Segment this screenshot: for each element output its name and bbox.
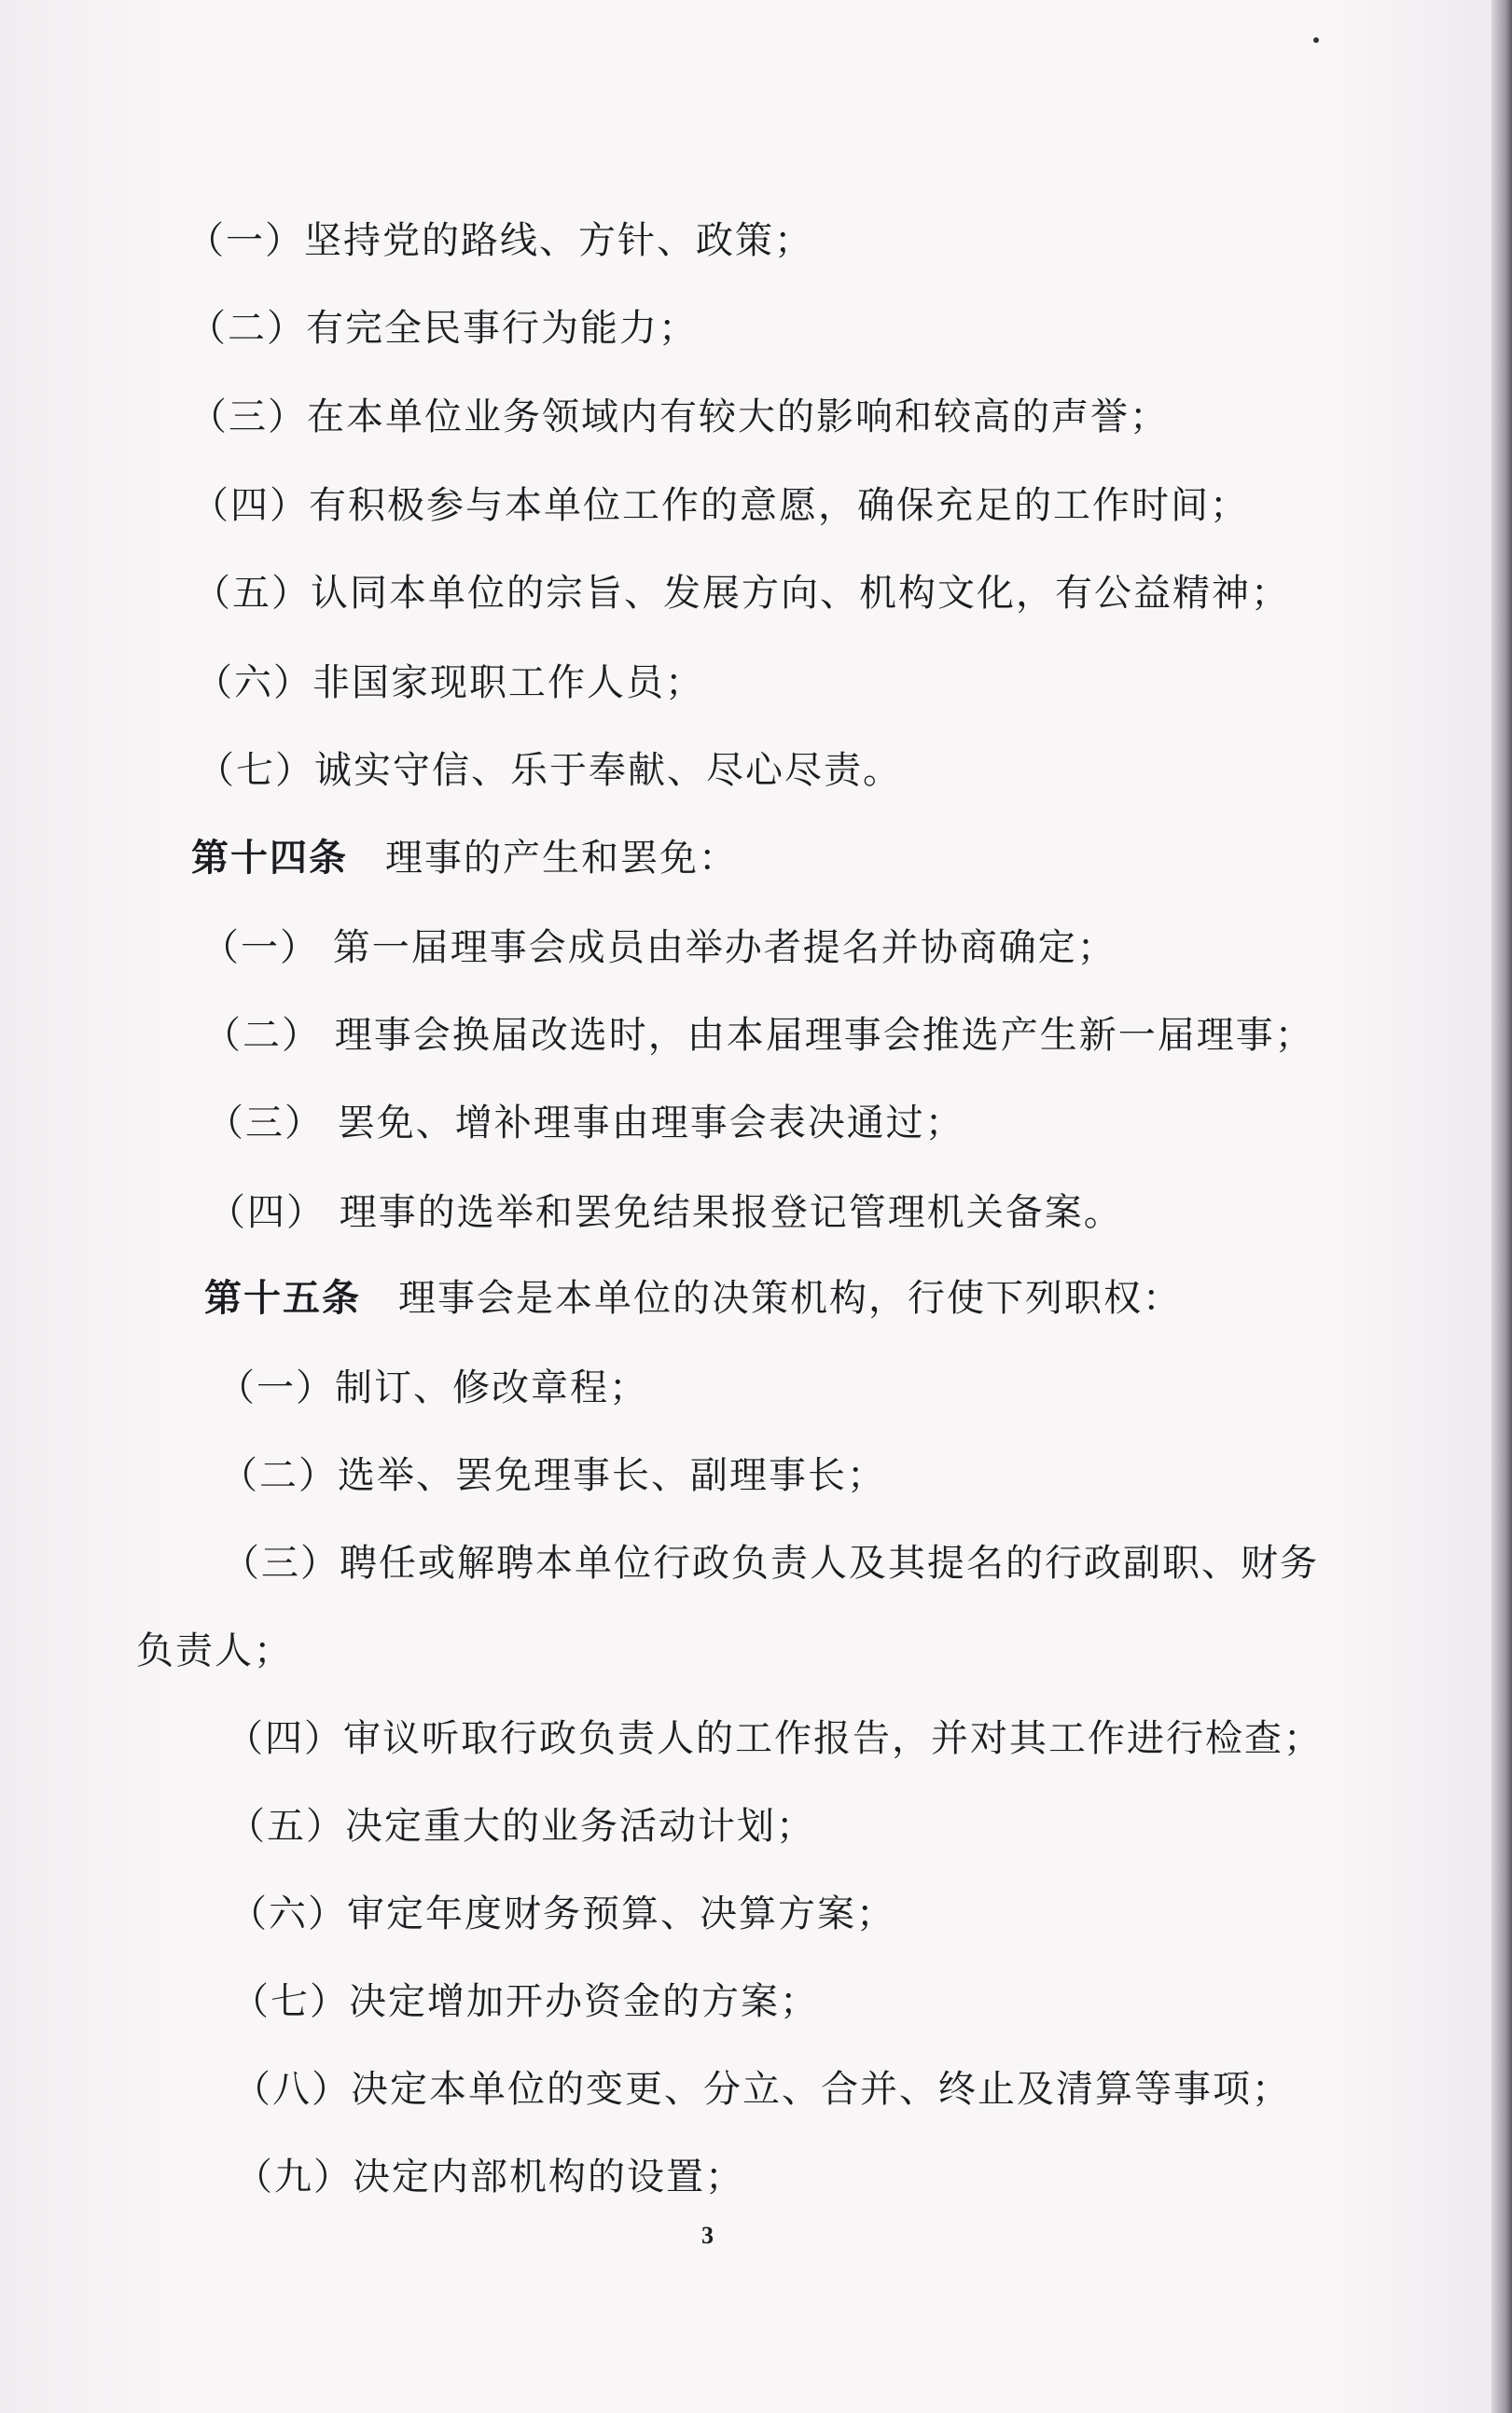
list-item: （五）认同本单位的宗旨、发展方向、机构文化，有公益精神； bbox=[193, 572, 1290, 615]
article-text: 理事会是本单位的决策机构，行使下列职权： bbox=[398, 1277, 1182, 1320]
list-item: （八）决定本单位的变更、分立、合并、终止及清算等事项； bbox=[233, 2068, 1291, 2111]
list-item-continuation: 负责人； bbox=[136, 1629, 293, 1672]
list-item: （三） 罢免、增补理事由理事会表决通过； bbox=[206, 1102, 964, 1144]
list-item: （三）在本单位业务领域内有较大的影响和较高的声誉； bbox=[189, 395, 1169, 438]
article-heading: 第十四条 bbox=[191, 836, 348, 880]
list-item: （七）诚实守信、乐于奉献、尽心尽责。 bbox=[197, 749, 902, 792]
article-text: 理事的产生和罢免： bbox=[385, 837, 738, 880]
list-item: （五）决定重大的业务活动计划； bbox=[228, 1805, 815, 1848]
list-item: （一）坚持党的路线、方针、政策； bbox=[187, 219, 813, 262]
list-item: （一） 第一届理事会成员由举办者提名并协商确定； bbox=[201, 926, 1117, 969]
list-item: （二） 理事会换届改选时，由本届理事会推选产生新一届理事； bbox=[203, 1014, 1314, 1057]
list-item: （四） 理事的选举和罢免结果报登记管理机关备案。 bbox=[208, 1191, 1123, 1234]
list-item: （二）有完全民事行为能力； bbox=[188, 307, 698, 350]
list-item: （六）非国家现职工作人员； bbox=[195, 661, 704, 704]
list-item: （二）选举、罢免理事长、副理事长； bbox=[220, 1454, 886, 1497]
page-number: 3 bbox=[701, 2222, 714, 2249]
list-item: （四）审议听取行政负责人的工作报告，并对其工作进行检查； bbox=[226, 1717, 1323, 1760]
list-item: （七）决定增加开办资金的方案； bbox=[231, 1980, 819, 2023]
list-item: （三）聘任或解聘本单位行政负责人及其提名的行政副职、财务 bbox=[222, 1542, 1319, 1585]
page-edge-shadow bbox=[1491, 0, 1512, 2413]
article-15 bbox=[204, 1276, 1182, 1321]
list-item: （一）制订、修改章程； bbox=[217, 1366, 648, 1409]
list-item: （九）决定内部机构的设置； bbox=[235, 2156, 744, 2198]
article-14 bbox=[191, 836, 738, 881]
list-item: （六）审定年度财务预算、决算方案； bbox=[229, 1893, 895, 1935]
list-item: （四）有积极参与本单位工作的意愿，确保充足的工作时间； bbox=[191, 484, 1249, 527]
article-heading: 第十五条 bbox=[204, 1276, 361, 1320]
speck-mark bbox=[1313, 37, 1319, 43]
